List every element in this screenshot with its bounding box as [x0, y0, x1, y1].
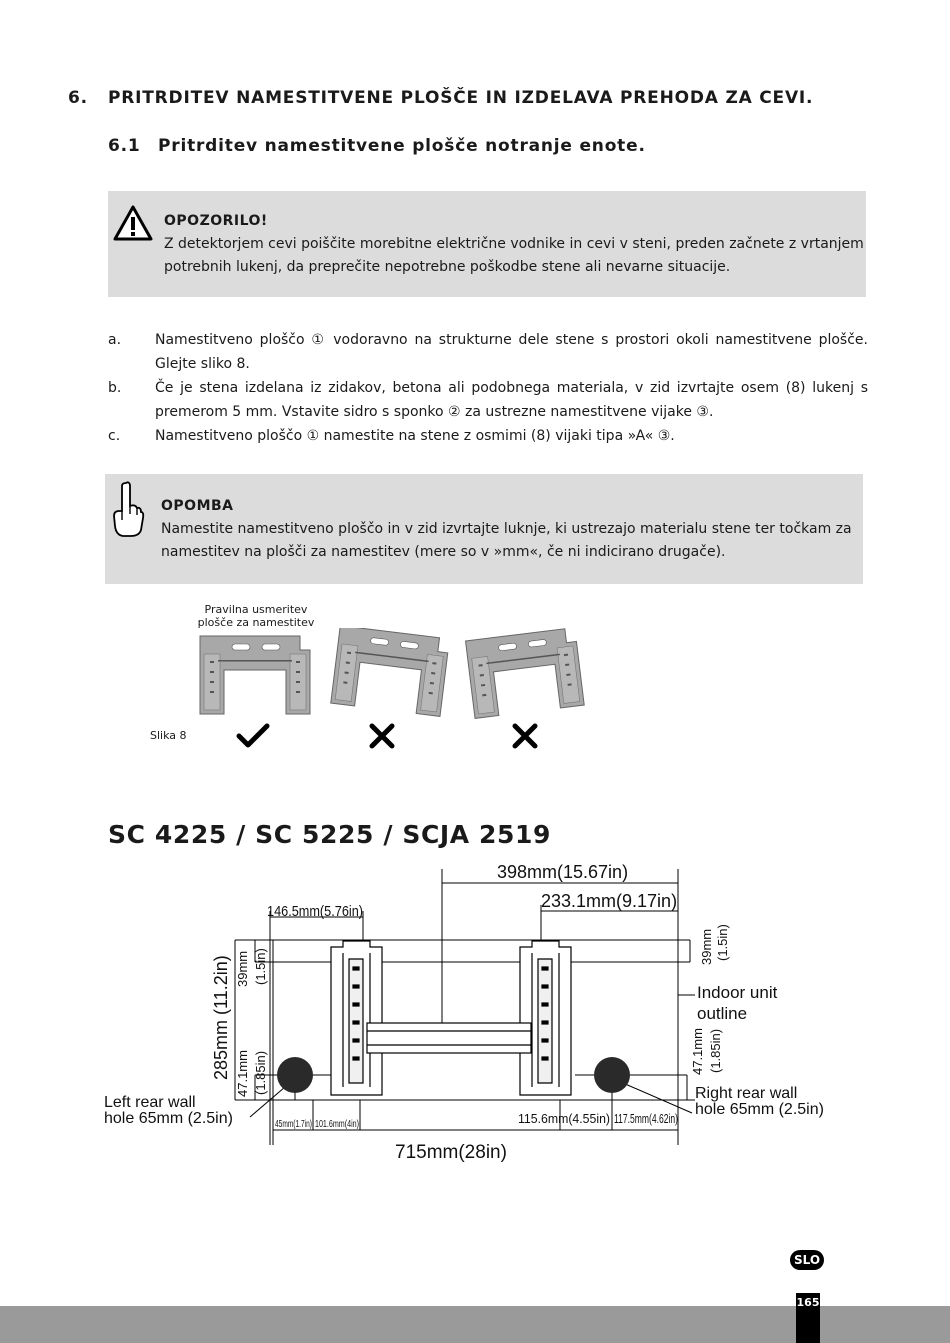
- cross-icon: [368, 722, 396, 750]
- check-icon: [236, 722, 270, 750]
- section-title: PRITRDITEV NAMESTITVENE PLOŠČE IN IZDELAVA PREHODA ZA CEVI.: [108, 88, 814, 108]
- right-hole-label-a: Right rear wall: [695, 1085, 798, 1102]
- dim-39-left-b: (1.5in): [253, 948, 268, 985]
- cross-icon: [511, 722, 539, 750]
- figure-caption: [196, 603, 316, 629]
- list-item: [108, 424, 868, 448]
- list-item: [108, 376, 868, 424]
- dim-285: 285mm (11.2in): [211, 955, 231, 1080]
- list-item-text: Namestitveno ploščo ① namestite na stene z osmimi (8) vijaki tipa »A« ③.: [155, 428, 675, 444]
- left-hole-label-a: Left rear wall: [104, 1094, 196, 1111]
- dim-115: 115.6mm(4.55in): [518, 1111, 610, 1126]
- subsection-number: 6.1: [108, 136, 141, 156]
- dim-47-left-b: (1.85in): [253, 1050, 268, 1095]
- list-item-label: c.: [108, 428, 121, 444]
- plate-tilted-right: [331, 628, 450, 716]
- dim-39-right-b: (1.5in): [715, 924, 730, 961]
- list-item: [108, 328, 868, 376]
- subsection-title: Pritrditev namestitvene plošče notranje enote.: [158, 136, 646, 156]
- section-number: 6.: [68, 88, 88, 108]
- left-wall-hole: [277, 1057, 313, 1093]
- subsection-heading: [108, 136, 646, 156]
- dim-39-right-a: 39mm: [699, 928, 714, 965]
- right-hole-label-b: hole 65mm (2.5in): [695, 1101, 824, 1118]
- left-hole-label-b: hole 65mm (2.5in): [104, 1110, 233, 1127]
- dim-101: 101.6mm(4in): [315, 1119, 359, 1130]
- dim-47-right-a: 47.1mm: [690, 1028, 705, 1075]
- figure-label: Slika 8: [150, 729, 187, 742]
- dim-146: 146.5mm(5.76in): [267, 903, 364, 920]
- list-item-label: b.: [108, 380, 122, 396]
- right-wall-hole: [594, 1057, 630, 1093]
- note-line-2: namestitev na plošči za namestitev (mere so v »mm«, če ni indicirano drugače).: [161, 544, 726, 560]
- list-item-label: a.: [108, 332, 122, 348]
- note-text: [161, 518, 861, 564]
- page-number: 165: [796, 1293, 820, 1343]
- dim-39-left-a: 39mm: [235, 950, 250, 987]
- indoor-unit-label-a: Indoor unit: [697, 983, 778, 1002]
- warning-triangle-icon: [113, 205, 153, 241]
- dim-45: 45mm(1.7in): [275, 1119, 312, 1130]
- model-title: SC 4225 / SC 5225 / SCJA 2519: [108, 820, 552, 849]
- language-badge: SLO: [790, 1250, 824, 1270]
- right-bracket: [520, 941, 571, 1095]
- pointing-hand-icon: [111, 480, 145, 538]
- note-box: [105, 474, 863, 584]
- dim-398: 398mm(15.67in): [497, 862, 629, 882]
- warning-box: [108, 191, 866, 297]
- mounting-plate-dimension-diagram: [95, 855, 855, 1175]
- section-heading: [68, 88, 813, 108]
- plate-tilted-left: [466, 628, 585, 718]
- warning-text: [164, 233, 864, 279]
- warning-line-1: Z detektorjem cevi poiščite morebitne električne vodnike in cevi v steni, preden začnete z vrtanjem: [164, 236, 864, 252]
- dim-715: 715mm(28in): [395, 1142, 507, 1163]
- warning-title: OPOZORILO!: [164, 213, 268, 229]
- dim-47-left-a: 47.1mm: [235, 1050, 250, 1097]
- figure-caption-line-1: Pravilna usmeritev: [204, 603, 308, 616]
- list-item-text: Če je stena izdelana iz zidakov, betona ali podobnega materiala, v zid izvrtajte osem (8) lukenj s premerom 5 mm. Vstavite sidro s sponko ② za ustrezne namestitvene vijake ③.: [155, 380, 868, 420]
- note-line-1: Namestite namestitveno ploščo in v zid izvrtajte luknje, ki ustrezajo materialu stene ter točkam za: [161, 521, 852, 537]
- warning-line-2: potrebnih lukenj, da preprečite nepotrebne poškodbe stene ali nevarne situacije.: [164, 259, 731, 275]
- dim-233: 233.1mm(9.17in): [541, 891, 678, 911]
- dim-117: 117.5mm(4.62in): [614, 1111, 678, 1126]
- indoor-unit-label-b: outline: [697, 1004, 748, 1023]
- dim-47-right-b: (1.85in): [708, 1028, 723, 1073]
- left-bracket: [331, 941, 382, 1095]
- figure-caption-line-2: plošče za namestitev: [197, 616, 315, 629]
- steps-list: [108, 328, 868, 448]
- plate-correct: [200, 636, 310, 714]
- crossbar: [367, 1023, 531, 1053]
- note-title: OPOMBA: [161, 498, 234, 514]
- list-item-text: Namestitveno ploščo ① vodoravno na strukturne dele stene s prostori okoli namestitvene plošče. Glejte sliko 8.: [155, 332, 868, 372]
